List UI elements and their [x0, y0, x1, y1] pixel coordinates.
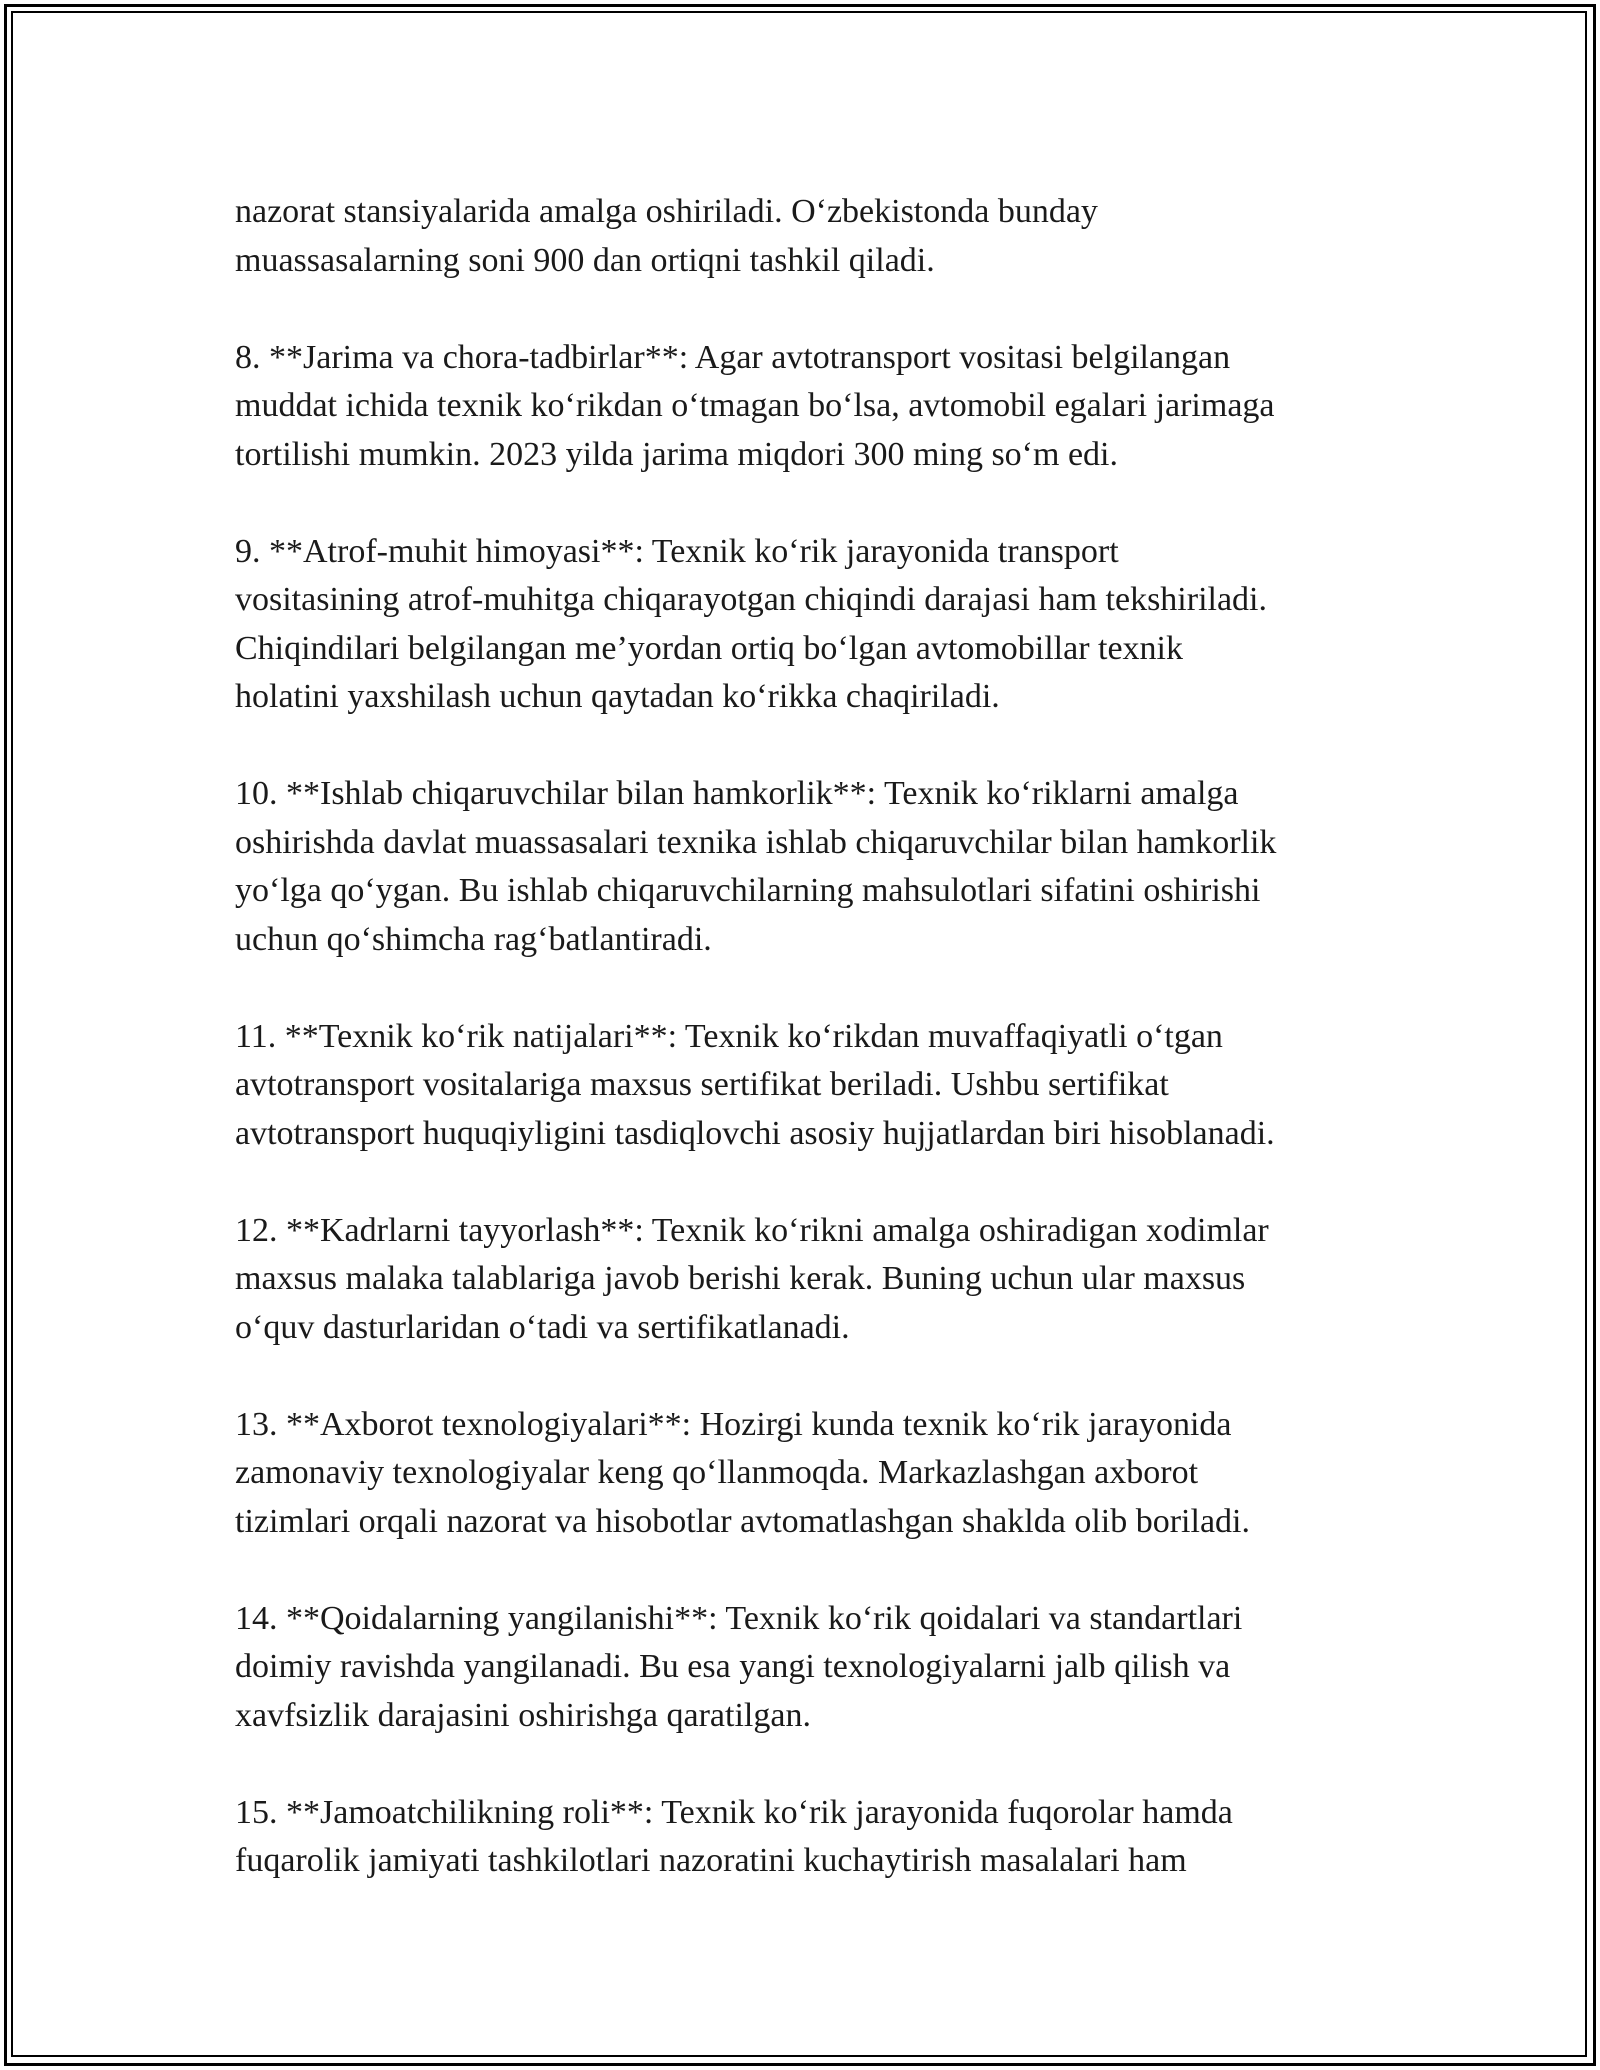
paragraph-item-12: 12. **Kadrlarni tayyorlash**: Texnik ko‘rikni amalga oshiradigan xodimlar maxsus malaka talablariga javob berishi kerak. Buning uchun ular maxsus o‘quv dasturlaridan o‘tadi va sertifikatlanadi. [235, 1211, 1269, 1346]
paragraph-item-9: 9. **Atrof-muhit himoyasi**: Texnik ko‘rik jarayonida transport vositasining atrof-muhitga chiqarayotgan chiqindi darajasi ham tekshiriladi. Chiqindilari belgilangan me’yordan ortiq bo‘lgan avtomobillar texnik holatini yaxshilash uchun qaytadan ko‘rikka chaqiriladi. [235, 532, 1268, 715]
paragraph-continuation: nazorat stansiyalarida amalga oshiriladi. O‘zbekistonda bunday muassasalarning soni 900 dan ortiqni tashkil qiladi. [235, 193, 1098, 279]
paragraph-item-10: 10. **Ishlab chiqaruvchilar bilan hamkorlik**: Texnik ko‘riklarni amalga oshirishda davlat muassasalari texnika ishlab chiqaruvchilar bilan hamkorlik yo‘lga qo‘ygan. Bu ishlab chiqaruvchilarning mahsulotlari sifatini oshirishi uchun qo‘shimcha rag‘batlantiradi. [235, 775, 1277, 958]
paragraph-item-14: 14. **Qoidalarning yangilanishi**: Texnik ko‘rik qoidalari va standartlari doimiy ravishda yangilanadi. Bu esa yangi texnologiyalarni jalb qilish va xavfsizlik darajasini oshirishga qaratilgan. [235, 1599, 1243, 1734]
paragraph-item-15: 15. **Jamoatchilikning roli**: Texnik ko‘rik jarayonida fuqorolar hamda fuqarolik jamiyati tashkilotlari nazoratini kuchaytirish masalalari ham [235, 1793, 1233, 1879]
document-body [235, 188, 1395, 1886]
paragraph-item-11: 11. **Texnik ko‘rik natijalari**: Texnik ko‘rikdan muvaffaqiyatli o‘tgan avtotransport vositalariga maxsus sertifikat beriladi. Ushbu sertifikat avtotransport huquqiyligini tasdiqlovchi asosiy hujjatlardan biri hisoblanadi. [235, 1017, 1275, 1152]
paragraph-item-13: 13. **Axborot texnologiyalari**: Hozirgi kunda texnik ko‘rik jarayonida zamonaviy texnologiyalar keng qo‘llanmoqda. Markazlashgan axborot tizimlari orqali nazorat va hisobotlar avtomatlashgan shaklda olib boriladi. [235, 1405, 1250, 1540]
paragraph-item-8: 8. **Jarima va chora-tadbirlar**: Agar avtotransport vositasi belgilangan muddat ichida texnik ko‘rikdan o‘tmagan bo‘lsa, avtomobil egalari jarimaga tortilishi mumkin. 2023 yilda jarima miqdori 300 ming so‘m edi. [235, 338, 1275, 473]
